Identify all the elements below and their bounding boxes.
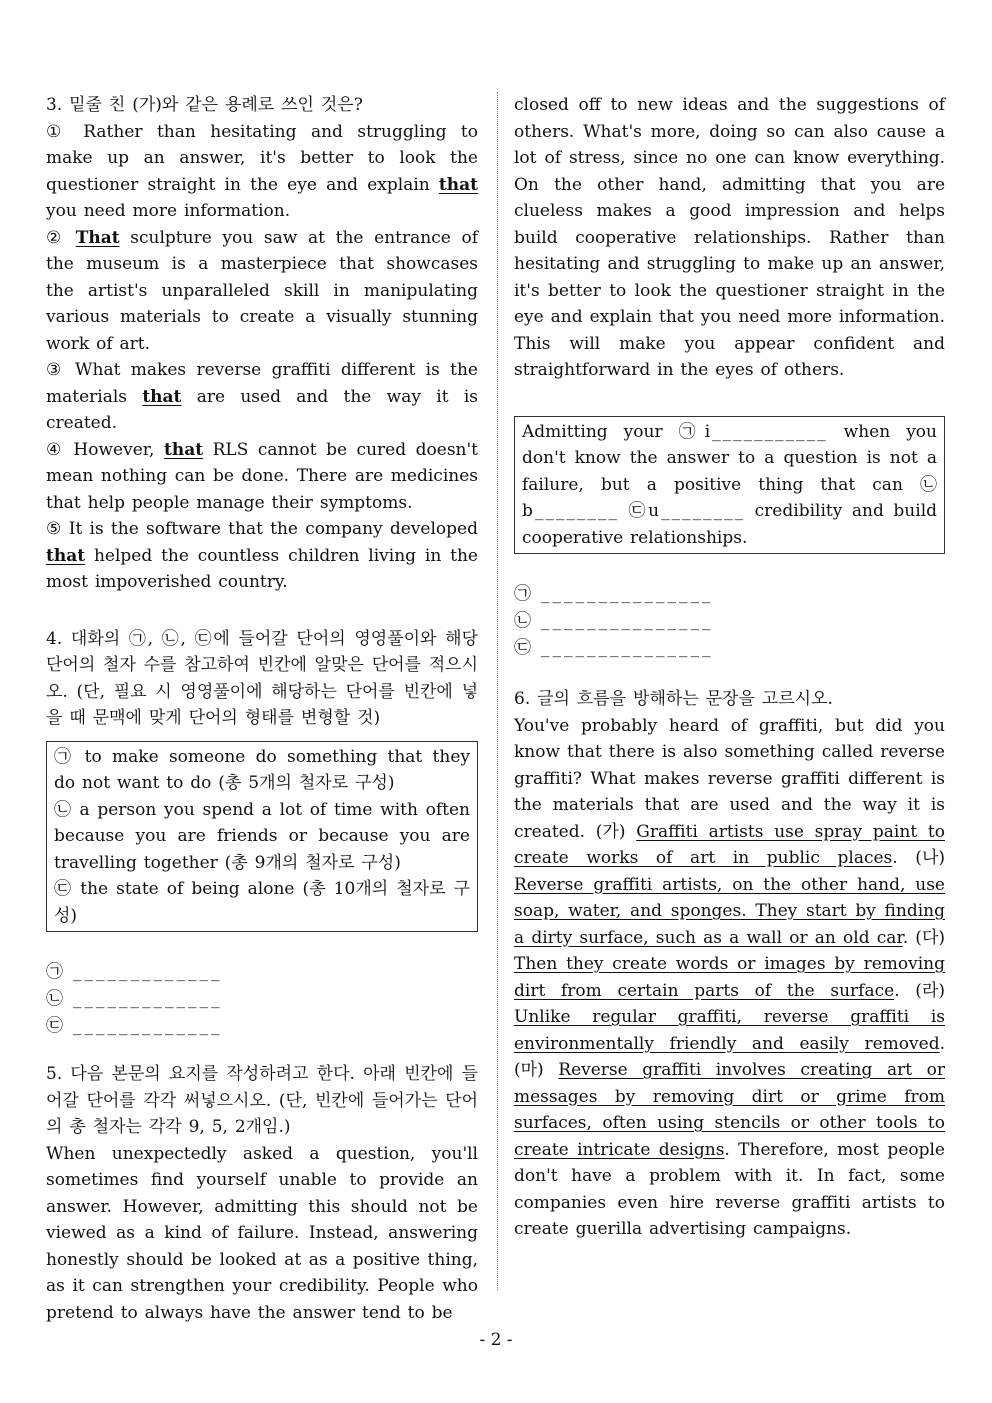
answer-blank-row-1 <box>46 959 478 986</box>
question-3-option-5: ⑤ It is the software that the company developed that helped the countless children living in the most impoverished country. <box>46 519 478 592</box>
question-6-header: 6. 글의 흐름을 방해하는 문장을 고르시오. <box>514 689 833 709</box>
question-5-header: 5. 다음 본문의 요지를 작성하려고 한다. 아래 빈칸에 들어갈 단어를 각각 써넣으시오. (단, 빈칸에 들어가는 단어의 총 철자는 각각 9, 5, 2개임.) <box>46 1064 478 1137</box>
blank-line-5: _______________ <box>541 611 714 631</box>
definition-item-2: ㉡ a person you spend a lot of time with often because you are friends or because you are travelling together (총 9개의 철자로 구성) <box>54 799 470 873</box>
answer-blank-row-2 <box>46 986 478 1013</box>
blank-line-3: _____________ <box>73 1016 223 1036</box>
question-5-passage: When unexpectedly asked a question, you'll sometimes find yourself unable to provide an answer. However, admitting this should not be viewed as a kind of failure. Instead, answering honestly should be looked at as a positive thing, as it can strengthen your credibility. People who pretend to always have the answer tend to be <box>46 1143 478 1323</box>
question-3-option-4: ④ However, that RLS cannot be cured doesn't mean nothing can be done. There are medicines that help people manage their symptoms. <box>46 439 479 513</box>
column-divider <box>497 92 498 1290</box>
blank-line-2: _____________ <box>73 989 223 1009</box>
right-column <box>514 92 945 1243</box>
page-number: - 2 - <box>479 1330 513 1350</box>
question-3-header: 3. 밑줄 친 (가)와 같은 용례로 쓰인 것은? <box>46 95 363 115</box>
blank-marker-5: ㉡ <box>514 611 531 631</box>
question-4-answer-blanks <box>46 959 478 1040</box>
blank-marker-1: ㉠ <box>46 962 63 982</box>
blank-marker-4: ㉠ <box>514 584 531 604</box>
question-3-option-1: ① Rather than hesitating and struggling to make up an answer, it's better to look the questioner straight in the eye and explain that you need more information. <box>46 121 478 221</box>
question-5-answer-blanks <box>514 581 945 662</box>
definition-item-1: ㉠ to make someone do something that they do not want to do (총 5개의 철자로 구성) <box>54 746 470 793</box>
answer-blank-row-6 <box>514 635 945 662</box>
summary-box-text: Admitting your ㉠i___________ when you don't know the answer to a question is not a failure, but a positive thing that can ㉡b________ ㉢u________ credibility and build cooperative relationships. <box>522 421 938 548</box>
answer-blank-row-5 <box>514 608 945 635</box>
question-6-passage: You've probably heard of graffiti, but did you know that there is also something called reverse graffiti? What makes reverse graffiti different is the materials that are used and the way it is created. (가) Graffiti artists use spray paint to create works of art in public places. (나) Reverse graffiti artists, on the other hand, use soap, water, and sponges. They start by finding a dirty surface, such as a wall or an old car. (다) Then they create words or images by removing dirt from certain parts of the surface. (라) Unlike regular graffiti, reverse graffiti is environmentally friendly and easily removed. (마) Reverse graffiti involves creating art or messages by removing dirt or grime from surfaces, often using stencils or other tools to create intricate designs. Therefore, most people don't have a problem with it. In fact, some companies even hire reverse graffiti artists to create guerilla advertising campaigns. <box>514 715 945 1239</box>
blank-line-4: _______________ <box>541 584 714 604</box>
question-4-header: 4. 대화의 ㉠, ㉡, ㉢에 들어갈 단어의 영영풀이와 해당 단어의 철자 수를 참고하여 빈칸에 알맞은 단어를 적으시오. (단, 필요 시 영영풀이에 해당하는 단어를 빈칸에 넣을 때 문맥에 맞게 단어의 형태를 변형할 것) <box>46 628 478 728</box>
left-column <box>46 92 478 1326</box>
blank-marker-6: ㉢ <box>514 638 531 658</box>
blank-line-1: _____________ <box>73 962 223 982</box>
question-5-summary-box <box>514 416 945 555</box>
blank-marker-2: ㉡ <box>46 989 63 1009</box>
question-5-passage-continued: closed off to new ideas and the suggestions of others. What's more, doing so can also cause a lot of stress, since no one can know everything. On the other hand, admitting that you are clueless makes a good impression and helps build cooperative relationships. Rather than hesitating and struggling to make up an answer, it's better to look the questioner straight in the eye and explain that you need more information. This will make you appear confident and straightforward in the eyes of others. <box>514 95 945 380</box>
answer-blank-row-4 <box>514 581 945 608</box>
answer-blank-row-3 <box>46 1013 478 1040</box>
question-4-definition-box <box>46 741 478 933</box>
question-3-option-3: ③ What makes reverse graffiti different is the materials that are used and the way it is created. <box>46 360 478 433</box>
blank-line-6: _______________ <box>541 638 714 658</box>
blank-marker-3: ㉢ <box>46 1016 63 1036</box>
question-3-option-2: ② That sculpture you saw at the entrance of the museum is a masterpiece that showcases the artist's unparalleled skill in manipulating various materials to create a visually stunning work of art. <box>46 227 478 354</box>
definition-item-3: ㉢ the state of being alone (총 10개의 철자로 구성) <box>54 879 470 926</box>
